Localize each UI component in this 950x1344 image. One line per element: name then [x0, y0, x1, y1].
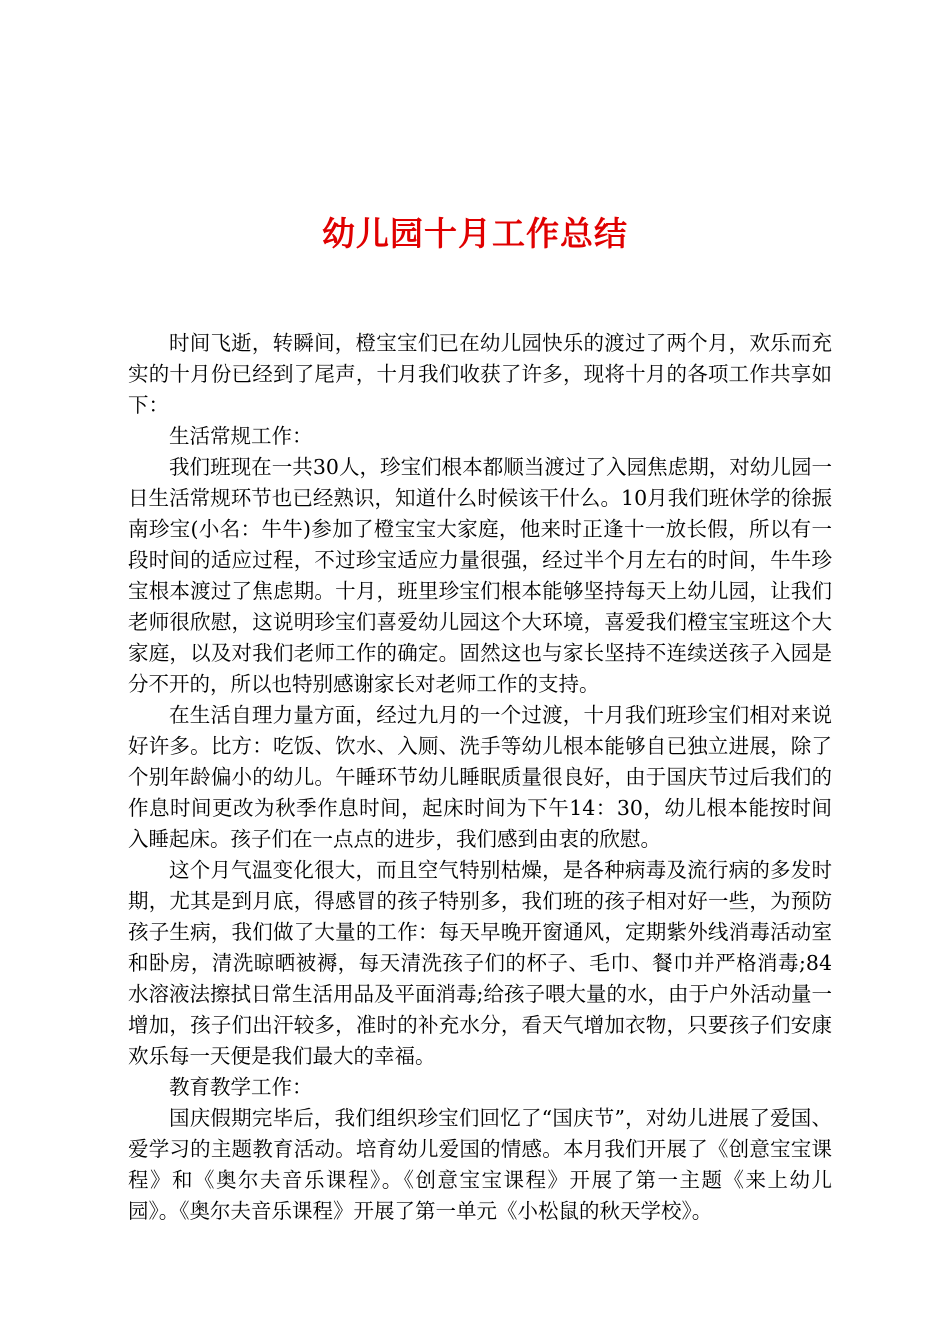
document-title: 幼儿园十月工作总结: [322, 214, 628, 253]
section-heading-life-routine: 生活常规工作：: [169, 424, 313, 448]
document-body: [128, 328, 832, 1227]
paragraph-class-overview: 我们班现在一共30人，珍宝们根本都顺当渡过了入园焦虑期，对幼儿园一日生活常规环节也已经熟识，知道什么时候该干什么。10月我们班休学的徐振南珍宝(小名：牛牛)参加了橙宝宝大家庭，他来时正逢十一放长假，所以有一段时间的适应过程，不过珍宝适应力量很强，经过半个月左右的时间，牛牛珍宝根本渡过了焦虑期。十月，班里珍宝们根本能够坚持每天上幼儿园，让我们老师很欣慰，这说明珍宝们喜爱幼儿园这个大环境，喜爱我们橙宝宝班这个大家庭，以及对我们老师工作的确定。固然这也与家长坚持不连续送孩子入园是分不开的，所以也特别感谢家长对老师工作的支持。: [128, 455, 832, 696]
paragraph-self-care: 在生活自理力量方面，经过九月的一个过渡，十月我们班珍宝们相对来说好许多。比方：吃饭、饮水、入厕、洗手等幼儿根本能够自已独立进展，除了个别年龄偏小的幼儿。午睡环节幼儿睡眠质量很良好，由于国庆节过后我们的作息时间更改为秋季作息时间，起床时间为下午14：30，幼儿根本能按时间入睡起床。孩子们在一点点的进步，我们感到由衷的欣慰。: [128, 703, 832, 851]
paragraph-education-activities: 国庆假期完毕后，我们组织珍宝们回忆了“国庆节”，对幼儿进展了爱国、爱学习的主题教育活动。培育幼儿爱国的情感。本月我们开展了《创意宝宝课程》和《奥尔夫音乐课程》。《创意宝宝课程》开展了第一主题《来上幼儿园》。《奥尔夫音乐课程》开展了第一单元《小松鼠的秋天学校》。: [128, 1106, 832, 1223]
paragraph-health-prevention: 这个月气温变化很大，而且空气特别枯燥，是各种病毒及流行病的多发时期，尤其是到月底，得感冒的孩子特别多，我们班的孩子相对好一些，为预防孩子生病，我们做了大量的工作：每天早晚开窗通风，定期紫外线消毒活动室和卧房，清洗晾晒被褥，每天清洗孩子们的杯子、毛巾、餐巾并严格消毒;84水溶液法擦拭日常生活用品及平面消毒;给孩子喂大量的水，由于户外活动量一增加，孩子们出汗较多，准时的补充水分，看天气增加衣物，只要孩子们安康欢乐每一天便是我们最大的幸福。: [128, 858, 832, 1068]
section-heading-education: 教育教学工作：: [169, 1075, 313, 1099]
paragraph-intro: 时间飞逝，转瞬间，橙宝宝们已在幼儿园快乐的渡过了两个月，欢乐而充实的十月份已经到了尾声，十月我们收获了许多，现将十月的各项工作共享如下：: [128, 331, 832, 417]
